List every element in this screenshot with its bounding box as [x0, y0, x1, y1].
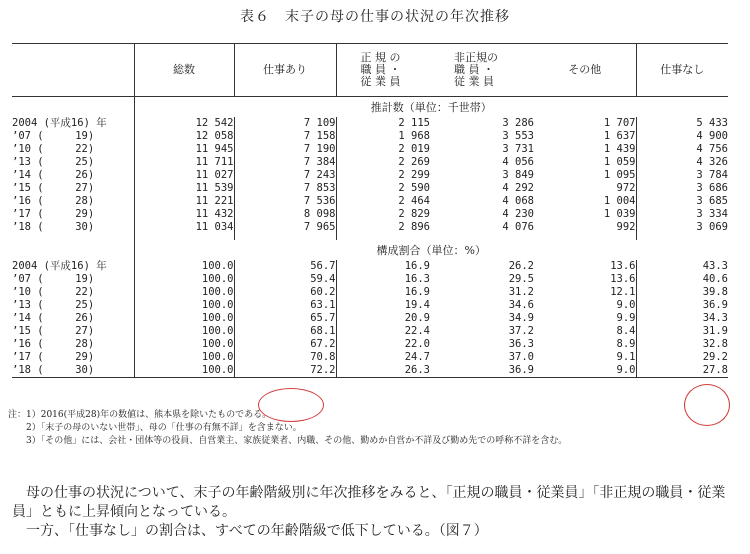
table-cell: 3 849 — [502, 169, 534, 181]
table-cell: 11 034 — [134, 221, 234, 234]
row-label: ’18 ( 30) — [12, 221, 95, 233]
footnote-3: 3）「その他」には、会社・団体等の役員、自営業主、家族従業者、内職、その他、勤めか自営か不詳及び勤め先での呼称不詳を含む。 — [8, 436, 568, 446]
table-cell: 7 190 — [234, 143, 336, 156]
table-cell: 22.4 — [336, 325, 430, 338]
table-row-estimate — [12, 169, 728, 182]
table-row-ratio — [12, 351, 728, 364]
table-cell: 4 056 — [502, 156, 534, 168]
table-cell: 3 731 — [502, 143, 534, 155]
table-cell: 7 536 — [234, 195, 336, 208]
table-cell: 7 384 — [234, 156, 336, 169]
table-cell: 70.8 — [234, 351, 336, 364]
table-cell: 3 286 — [502, 117, 534, 129]
table-cell: 34.3 — [636, 312, 728, 325]
table-cell: 11 945 — [134, 143, 234, 156]
table-cell: 3 334 — [636, 208, 728, 221]
table-cell: 100.0 — [134, 260, 234, 273]
table-cell: 20.9 — [336, 312, 430, 325]
table-cell: 12 542 — [134, 117, 234, 130]
table-cell: 36.9 — [430, 364, 534, 378]
row-label: ’17 ( 29) — [12, 208, 95, 220]
table-cell: 60.2 — [234, 286, 336, 299]
table-cell: 4 230 — [502, 208, 534, 220]
table-cell: 36.3 — [508, 338, 534, 350]
table-cell: 31.9 — [636, 325, 728, 338]
footnotes — [8, 409, 567, 448]
table-cell: 29.2 — [636, 351, 728, 364]
table-cell: 4 292 — [502, 182, 534, 194]
table-row-ratio — [12, 325, 728, 338]
table-cell: 2 464 — [336, 195, 430, 208]
header-unemployed: 仕事なし — [636, 44, 728, 97]
row-label: ’18 ( 30) — [12, 364, 134, 378]
table-cell: 65.7 — [234, 312, 336, 325]
table-cell: 40.6 — [636, 273, 728, 286]
table-title: 表６ 末子の母の仕事の状況の年次推移 — [240, 9, 510, 25]
table-cell: 34.9 — [508, 312, 534, 324]
table-cell: 100.0 — [134, 325, 234, 338]
table-row-ratio — [12, 299, 728, 312]
table-cell: 2 829 — [336, 208, 430, 221]
table-cell: 1 095 — [603, 169, 636, 181]
table-cell: 3 686 — [636, 182, 728, 195]
footnote-1: 注：1）2016(平成28)年の数値は、熊本県を除いたものである。 — [8, 410, 272, 420]
table-cell: 59.4 — [234, 273, 336, 286]
table-cell: 26.2 — [508, 260, 534, 272]
header-regular: 正 規 の 職 員 ・ 従 業 員 — [336, 44, 430, 97]
table-cell: 2 269 — [336, 156, 430, 169]
body-paragraph-2: 一方、「仕事なし」の割合は、すべての年齢階級で低下している。（図７） — [12, 523, 488, 539]
table-cell: 972 — [616, 182, 636, 194]
table-cell: 26.3 — [336, 364, 430, 378]
table-cell: 9.9 — [616, 312, 636, 324]
row-label: ’14 ( 26) — [12, 169, 95, 181]
table-cell: 19.4 — [336, 299, 430, 312]
table-cell: 4 900 — [636, 130, 728, 143]
table-cell: 13.6 — [610, 260, 636, 272]
table-cell: 7 109 — [234, 117, 336, 130]
table-cell: 9.1 — [616, 351, 636, 363]
row-label: 2004 (平成16) 年 — [12, 260, 107, 272]
table-cell: 16.9 — [336, 286, 430, 299]
row-label: ’15 ( 27) — [12, 182, 95, 194]
table-row-ratio — [12, 260, 728, 273]
table-cell: 9.0 — [616, 299, 636, 311]
table-cell: 1 039 — [603, 208, 636, 220]
table-cell: 34.6 — [508, 299, 534, 311]
table-cell: 7 965 — [234, 221, 336, 234]
section-title-estimates: 推計数（単位：千世帯） — [134, 97, 728, 118]
table-cell: 1 004 — [603, 195, 636, 207]
table-cell: 7 243 — [234, 169, 336, 182]
header-total: 総数 — [134, 44, 234, 97]
row-label: ’16 ( 28) — [12, 338, 95, 350]
row-label: ’13 ( 25) — [12, 299, 95, 311]
table-cell: 100.0 — [134, 351, 234, 364]
data-table — [12, 43, 728, 378]
table-row-estimate — [12, 156, 728, 169]
table-cell: 11 221 — [134, 195, 234, 208]
table-row-estimate — [12, 143, 728, 156]
table-cell: 1 059 — [603, 156, 636, 168]
table-cell: 11 432 — [134, 208, 234, 221]
table-cell: 37.2 — [508, 325, 534, 337]
table-cell: 13.6 — [610, 273, 636, 285]
header-employed: 仕事あり — [234, 44, 336, 97]
table-cell: 43.3 — [636, 260, 728, 273]
table-cell: 2 896 — [336, 221, 430, 234]
table-row-estimate — [12, 195, 728, 208]
row-label: ’07 ( 19) — [12, 130, 95, 142]
table-cell: 2 019 — [336, 143, 430, 156]
table-row-ratio — [12, 312, 728, 325]
table-cell: 2 115 — [336, 117, 430, 130]
header-other: その他 — [534, 44, 636, 97]
footnote-2: 2）「末子の母のいない世帯」、母の「仕事の有無不詳」を含まない。 — [8, 423, 302, 433]
table-cell: 7 853 — [234, 182, 336, 195]
body-paragraph-1: 母の仕事の状況について、末子の年齢階級別に年次推移をみると、「正規の職員・従業員」「非正規の職員・従業員」ともに上昇傾向となっている。 — [12, 485, 726, 520]
table-cell: 4 756 — [636, 143, 728, 156]
header-nonregular: 非正規の 職 員 ・ 従 業 員 — [430, 44, 534, 97]
table-cell: 8 098 — [234, 208, 336, 221]
table-row-ratio — [12, 338, 728, 351]
table-row-ratio — [12, 286, 728, 299]
table-cell: 100.0 — [134, 364, 234, 378]
row-label: ’13 ( 25) — [12, 156, 95, 168]
table-cell: 100.0 — [134, 286, 234, 299]
row-label: ’16 ( 28) — [12, 195, 95, 207]
table-cell: 32.8 — [636, 338, 728, 351]
table-row-estimate — [12, 130, 728, 143]
table-cell: 11 027 — [134, 169, 234, 182]
table-cell: 4 326 — [636, 156, 728, 169]
table-cell: 4 076 — [502, 221, 534, 233]
table-cell: 56.7 — [234, 260, 336, 273]
table-cell: 100.0 — [134, 338, 234, 351]
table-row-estimate — [12, 182, 728, 195]
table-row-ratio — [12, 273, 728, 286]
table-cell: 100.0 — [134, 299, 234, 312]
table-cell: 3 784 — [636, 169, 728, 182]
table-cell: 992 — [616, 221, 636, 233]
table-row-estimate — [12, 208, 728, 221]
table-cell: 9.0 — [534, 364, 636, 378]
row-label: ’14 ( 26) — [12, 312, 95, 324]
row-label: ’10 ( 22) — [12, 143, 95, 155]
table-cell: 2 590 — [336, 182, 430, 195]
header-year — [12, 44, 134, 97]
table-cell: 5 433 — [636, 117, 728, 130]
table-cell: 8.9 — [616, 338, 636, 350]
table-cell: 24.7 — [336, 351, 430, 364]
table-cell: 3 069 — [636, 221, 728, 234]
table-cell: 12 058 — [134, 130, 234, 143]
table-cell: 31.2 — [508, 286, 534, 298]
table-cell: 1 707 — [603, 117, 636, 129]
table-cell: 1 637 — [603, 130, 636, 142]
table-cell: 67.2 — [234, 338, 336, 351]
table-cell: 3 685 — [636, 195, 728, 208]
table-cell: 16.9 — [336, 260, 430, 273]
highlight-circle-unemployed-2018 — [684, 384, 730, 426]
row-label: ’15 ( 27) — [12, 325, 95, 337]
row-label: ’07 ( 19) — [12, 273, 95, 285]
table-cell: 4 068 — [502, 195, 534, 207]
table-cell: 37.0 — [508, 351, 534, 363]
table-cell: 2 299 — [336, 169, 430, 182]
table-cell: 3 553 — [502, 130, 534, 142]
table-cell: 36.9 — [636, 299, 728, 312]
table-cell: 27.8 — [636, 364, 728, 378]
table-cell: 63.1 — [234, 299, 336, 312]
table-cell: 100.0 — [134, 273, 234, 286]
table-cell: 7 158 — [234, 130, 336, 143]
table-cell: 22.0 — [336, 338, 430, 351]
table-cell: 8.4 — [616, 325, 636, 337]
table-row-estimate — [12, 117, 728, 130]
table-cell: 39.8 — [636, 286, 728, 299]
table-cell: 100.0 — [134, 312, 234, 325]
row-label: 2004 (平成16) 年 — [12, 117, 107, 129]
table-cell: 11 539 — [134, 182, 234, 195]
row-label: ’17 ( 29) — [12, 351, 95, 363]
section-title-ratios: 構成割合（単位：%） — [134, 240, 728, 260]
body-text — [12, 484, 737, 541]
table-cell: 1 439 — [603, 143, 636, 155]
table-cell: 16.3 — [336, 273, 430, 286]
table-cell: 11 711 — [134, 156, 234, 169]
table-cell: 72.2 — [234, 364, 336, 378]
table-cell: 1 968 — [336, 130, 430, 143]
table-row-ratio — [12, 364, 728, 378]
row-label: ’10 ( 22) — [12, 286, 95, 298]
table-row-estimate — [12, 221, 728, 234]
table-cell: 68.1 — [234, 325, 336, 338]
table-cell: 12.1 — [610, 286, 636, 298]
table-cell: 29.5 — [508, 273, 534, 285]
